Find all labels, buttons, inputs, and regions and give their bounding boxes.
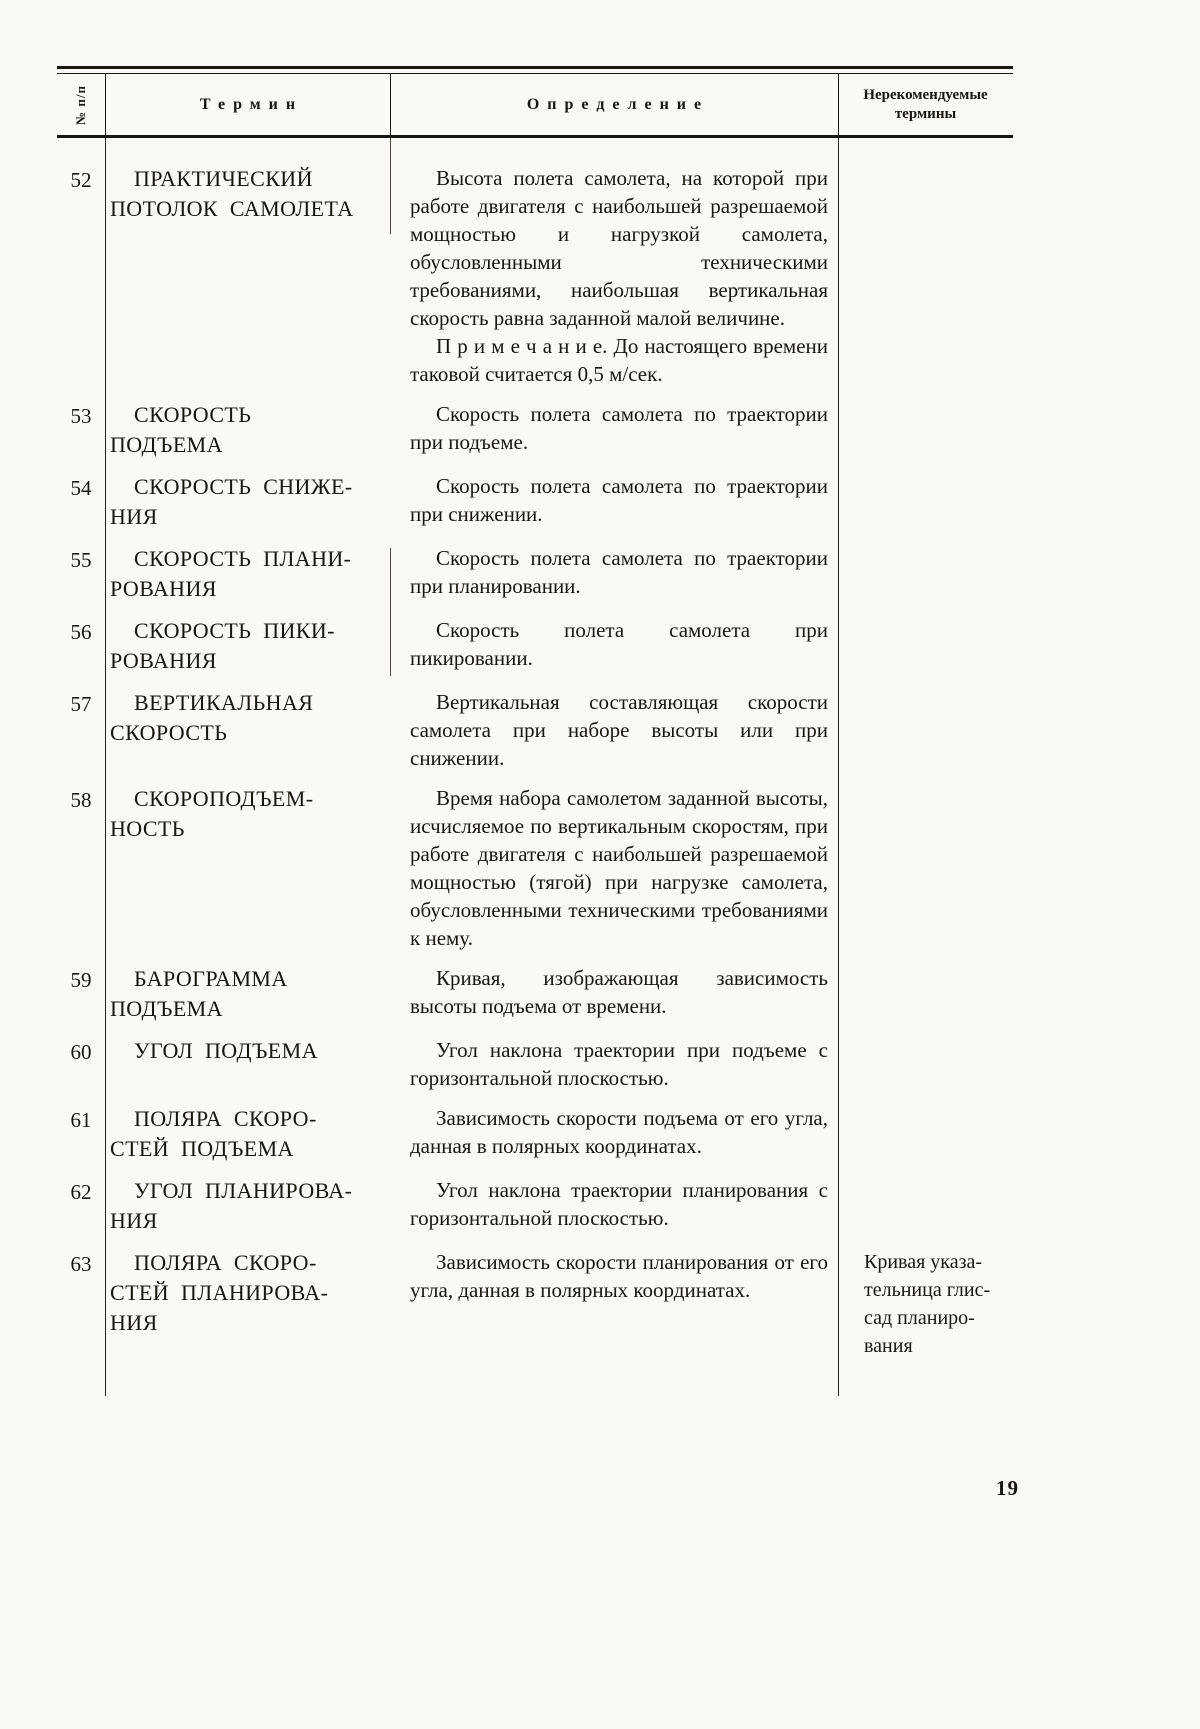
term-cell	[105, 964, 390, 1024]
definition-cell	[390, 1176, 838, 1236]
term-line: СТЕЙ ПОДЪЕМА	[110, 1136, 294, 1161]
definition-paragraph: Скорость полета самолета по траектории при снижении.	[410, 474, 828, 526]
definition-paragraph: Кривая, изображающая зависимость высоты подъема от времени.	[410, 966, 828, 1018]
vertical-rule-segment	[390, 138, 391, 234]
header-cell-not-recommended: Нерекомендуемые термины	[863, 86, 988, 122]
term-cell	[105, 544, 390, 604]
definition-cell	[390, 472, 838, 532]
definition-cell	[390, 964, 838, 1024]
term-line: РОВАНИЯ	[110, 576, 217, 601]
table-row	[57, 1248, 1013, 1360]
not-recommended-line: тельница глис-	[864, 1279, 991, 1301]
definition-paragraph: Зависимость скорости подъема от его угла, данная в полярных координатах.	[410, 1106, 828, 1158]
term-line: РОВАНИЯ	[110, 648, 217, 673]
definition-paragraph: Вертикальная составляющая скорости самолета при наборе высоты или при снижении.	[410, 690, 828, 770]
row-number: 54	[70, 476, 92, 500]
definition-paragraph: Зависимость скорости планирования от его угла, данная в полярных координатах.	[410, 1250, 828, 1302]
term-cell	[105, 1248, 390, 1360]
table-row	[57, 1036, 1013, 1092]
table-top-double-rule	[57, 66, 1013, 74]
table-header-row	[57, 74, 1013, 138]
vertical-rule-segment	[390, 548, 391, 676]
term-cell	[105, 1036, 390, 1092]
vertical-rule	[390, 74, 391, 135]
term-cell	[105, 472, 390, 532]
header-cell-index	[57, 74, 105, 135]
definition-paragraph: П р и м е ч а н и е. До настоящего времени таковой считается 0,5 м/сек.	[410, 334, 828, 386]
term-cell	[105, 688, 390, 772]
terminology-table	[57, 66, 1013, 1396]
not-recommended-cell	[838, 1104, 1013, 1164]
not-recommended-cell	[838, 964, 1013, 1024]
not-recommended-cell	[838, 544, 1013, 604]
term-line: СКОРОСТЬ ПИКИ-	[134, 618, 335, 643]
term-line: СКОРОСТЬ	[134, 402, 252, 427]
term-line: БАРОГРАММА	[134, 966, 288, 991]
term-line: НИЯ	[110, 504, 158, 529]
row-number: 55	[70, 548, 92, 572]
header-cell-definition: Определение	[526, 95, 710, 113]
term-line: СКОРОСТЬ СНИЖЕ-	[134, 474, 353, 499]
not-recommended-cell	[838, 1036, 1013, 1092]
table-row	[57, 472, 1013, 532]
vertical-rule	[838, 74, 839, 135]
term-cell	[105, 616, 390, 676]
row-number: 62	[70, 1180, 92, 1204]
definition-cell	[390, 1036, 838, 1092]
term-cell	[105, 784, 390, 952]
not-recommended-cell	[838, 400, 1013, 460]
term-line: СКОРОПОДЪЕМ-	[134, 786, 314, 811]
table-row	[57, 688, 1013, 772]
definition-paragraph: Угол наклона траектории при подъеме с горизонтальной плоскостью.	[410, 1038, 828, 1090]
not-recommended-line: вания	[864, 1335, 913, 1357]
definition-cell	[390, 164, 838, 388]
term-line: ПОДЪЕМА	[110, 996, 223, 1021]
table-row	[57, 164, 1013, 388]
term-line: ПОДЪЕМА	[110, 432, 223, 457]
vertical-rule	[838, 138, 839, 1396]
definition-paragraph: Угол наклона траектории планирования с горизонтальной плоскостью.	[410, 1178, 828, 1230]
table-row	[57, 400, 1013, 460]
page-number: 19	[996, 1476, 1019, 1500]
row-number: 61	[70, 1108, 92, 1132]
definition-paragraph: Высота полета самолета, на которой при работе двигателя с наибольшей разрешаемой мощностью и нагрузкой самолета, обусловленными техническими требованиями, наибольшая вертикальная скорость равна заданной малой величине.	[410, 166, 828, 330]
table-row	[57, 964, 1013, 1024]
table-row	[57, 544, 1013, 604]
vertical-rule	[105, 74, 106, 135]
term-line: СКОРОСТЬ	[110, 720, 228, 745]
definition-cell	[390, 544, 838, 604]
row-number: 60	[70, 1040, 92, 1064]
term-line: НИЯ	[110, 1208, 158, 1233]
term-cell	[105, 1176, 390, 1236]
term-line: УГОЛ ПЛАНИРОВА-	[134, 1178, 353, 1203]
term-line: ПОТОЛОК САМОЛЕТА	[110, 196, 354, 221]
term-line: ВЕРТИКАЛЬНАЯ	[134, 690, 314, 715]
definition-cell	[390, 784, 838, 952]
table-row	[57, 784, 1013, 952]
row-number: 59	[70, 968, 92, 992]
table-row	[57, 616, 1013, 676]
term-line: НИЯ	[110, 1310, 158, 1335]
definition-cell	[390, 688, 838, 772]
definition-cell	[390, 1104, 838, 1164]
definition-cell	[390, 616, 838, 676]
row-number: 58	[70, 788, 92, 812]
definition-paragraph: Время набора самолетом заданной высоты, исчисляемое по вертикальным скоростям, при работе двигателя с наибольшей разрешаемой мощностью (тягой) при нагрузке самолета, обусловленными техническими требованиями к нему.	[410, 786, 828, 950]
not-recommended-cell	[838, 1176, 1013, 1236]
row-number: 52	[70, 168, 92, 192]
not-recommended-cell	[838, 688, 1013, 772]
term-line: УГОЛ ПОДЪЕМА	[134, 1038, 318, 1063]
table-body	[57, 138, 1013, 1396]
header-cell-term: Термин	[199, 95, 304, 113]
definition-paragraph: Скорость полета самолета по траектории при подъеме.	[410, 402, 828, 454]
not-recommended-cell	[838, 472, 1013, 532]
vertical-rule	[105, 138, 106, 1396]
row-number: 57	[70, 692, 92, 716]
not-recommended-cell	[838, 784, 1013, 952]
definition-paragraph: Скорость полета самолета при пикировании.	[410, 618, 828, 670]
index-header-label: № п/п	[73, 84, 88, 125]
definition-cell	[390, 400, 838, 460]
term-line: ПОЛЯРА СКОРО-	[134, 1250, 317, 1275]
definition-cell	[390, 1248, 838, 1360]
not-recommended-line: сад планиро-	[864, 1307, 975, 1329]
definition-paragraph: Скорость полета самолета по траектории при планировании.	[410, 546, 828, 598]
row-number: 53	[70, 404, 92, 428]
not-recommended-cell	[838, 1248, 1013, 1360]
not-recommended-cell	[838, 616, 1013, 676]
table-row	[57, 1176, 1013, 1236]
row-number: 63	[70, 1252, 92, 1276]
not-recommended-line: Кривая указа-	[864, 1251, 983, 1273]
term-cell	[105, 164, 390, 388]
table-row	[57, 1104, 1013, 1164]
term-cell	[105, 400, 390, 460]
term-line: СТЕЙ ПЛАНИРОВА-	[110, 1280, 329, 1305]
term-line: СКОРОСТЬ ПЛАНИ-	[134, 546, 352, 571]
term-line: НОСТЬ	[110, 816, 185, 841]
term-line: ПРАКТИЧЕСКИЙ	[134, 166, 313, 191]
not-recommended-cell	[838, 164, 1013, 388]
row-number: 56	[70, 620, 92, 644]
term-line: ПОЛЯРА СКОРО-	[134, 1106, 317, 1131]
term-cell	[105, 1104, 390, 1164]
